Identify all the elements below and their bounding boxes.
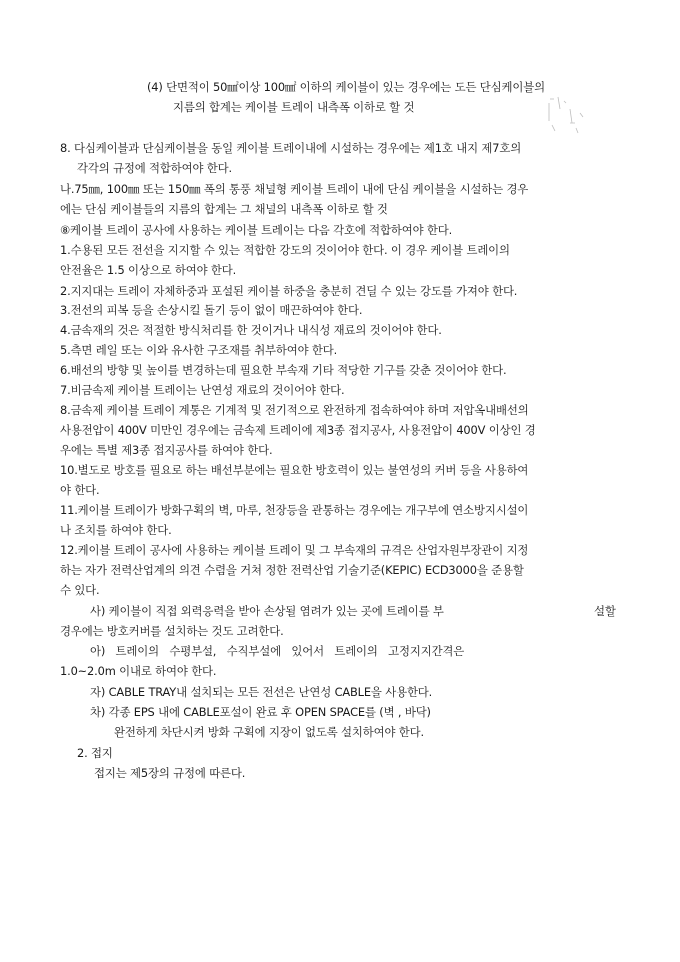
text-line: 아) 트레이의 수평부설, 수직부설에 있어서 트레이의 고정지지간격은 — [90, 644, 465, 658]
text-line: 자) CABLE TRAY내 설치되는 모든 전선은 난연성 CABLE을 사용한다. — [90, 685, 433, 699]
text-line: 8.금속제 케이블 트레이 계통은 기계적 및 전기적으로 완전하게 접속하여야 하며 저압옥내배선의 — [60, 403, 529, 417]
text-line: ⑧케이블 트레이 공사에 사용하는 케이블 트레이는 다음 각호에 적합하여야 한다. — [60, 223, 453, 237]
text-line: 1.0~2.0m 이내로 하여야 한다. — [60, 664, 217, 678]
text-line: 7.비금속제 케이블 트레이는 난연성 재료의 것이어야 한다. — [60, 383, 345, 397]
text-line: 1.수용된 모든 전선을 지지할 수 있는 적합한 강도의 것이어야 한다. 이 경우 케이블 트레이의 — [60, 243, 510, 257]
text-line: 차) 각종 EPS 내에 CABLE포설이 완료 후 OPEN SPACE를 (벽 , 바닥) — [90, 705, 431, 719]
text-line: 나.75㎜, 100㎜ 또는 150㎜ 폭의 통풍 채널형 케이블 트레이 내에 단심 케이블을 시설하는 경우 — [60, 182, 529, 196]
text-line: 지름의 합계는 케이블 트레이 내측폭 이하로 할 것 — [173, 100, 415, 114]
text-line: 12.케이블 트레이 공사에 사용하는 케이블 트레이 및 그 부속재의 규격은 산업자원부장관이 지정 — [60, 543, 529, 557]
scan-artifact-mark — [546, 95, 592, 137]
text-line: (4) 단면적이 50㎟이상 100㎟ 이하의 케이블이 있는 경우에는 도든 단심케이블의 — [147, 80, 545, 94]
text-line: 4.금속재의 것은 적절한 방식처리를 한 것이거나 내식성 재료의 것이어야 한다. — [60, 323, 442, 337]
text-line: 설할 — [594, 604, 616, 618]
text-line: 3.전선의 피복 등을 손상시킬 돌기 등이 없이 매끈하여야 한다. — [60, 303, 363, 317]
text-line: 각각의 규정에 적합하여야 한다. — [77, 161, 232, 175]
text-line: 접지는 제5장의 규정에 따른다. — [94, 766, 246, 780]
text-line: 8. 다심케이블과 단심케이블을 동일 케이블 트레이내에 시설하는 경우에는 제1호 내지 제7호의 — [60, 141, 522, 155]
text-line: 안전율은 1.5 이상으로 하여야 한다. — [60, 263, 237, 277]
text-line: 5.측면 레일 또는 이와 유사한 구조재를 취부하여야 한다. — [60, 343, 338, 357]
text-line: 우에는 특별 제3종 접지공사를 하여야 한다. — [60, 443, 273, 457]
text-line: 하는 자가 전력산업계의 의견 수렴을 거쳐 정한 전력산업 기술기준(KEPIC) ECD3000을 준용할 — [60, 563, 524, 577]
text-line: 사) 케이블이 직접 외력응력을 받아 손상될 염려가 있는 곳에 트레이를 부 — [90, 604, 444, 618]
text-line: 경우에는 방호커버를 설치하는 것도 고려한다. — [60, 624, 284, 638]
text-line: 사용전압이 400V 미만인 경우에는 금속제 트레이에 제3종 접지공사, 사용전압이 400V 이상인 경 — [60, 423, 536, 437]
text-line: 야 한다. — [60, 483, 100, 497]
text-line: 나 조치를 하여야 한다. — [60, 523, 172, 537]
text-line: 수 있다. — [60, 583, 100, 597]
section-heading: 2. 접지 — [77, 746, 113, 760]
text-line: 10.별도로 방호를 필요로 하는 배선부분에는 필요한 방호력이 있는 불연성의 커버 등을 사용하여 — [60, 463, 529, 477]
text-line: 에는 단심 케이블들의 지름의 합계는 그 채널의 내측폭 이하로 할 것 — [60, 202, 388, 216]
text-line: 11.케이블 트레이가 방화구획의 벽, 마루, 천장등을 관통하는 경우에는 개구부에 연소방지시설이 — [60, 503, 529, 517]
text-line: 완전하게 차단시켜 방화 구획에 지장이 없도록 설치하여야 한다. — [114, 725, 424, 739]
text-line: 2.지지대는 트레이 자체하중과 포설된 케이블 하중을 충분히 견딜 수 있는 강도를 가져야 한다. — [60, 284, 518, 298]
text-line: 6.배선의 방향 및 높이를 변경하는데 필요한 부속재 기타 적당한 기구를 갖춘 것이어야 한다. — [60, 363, 507, 377]
